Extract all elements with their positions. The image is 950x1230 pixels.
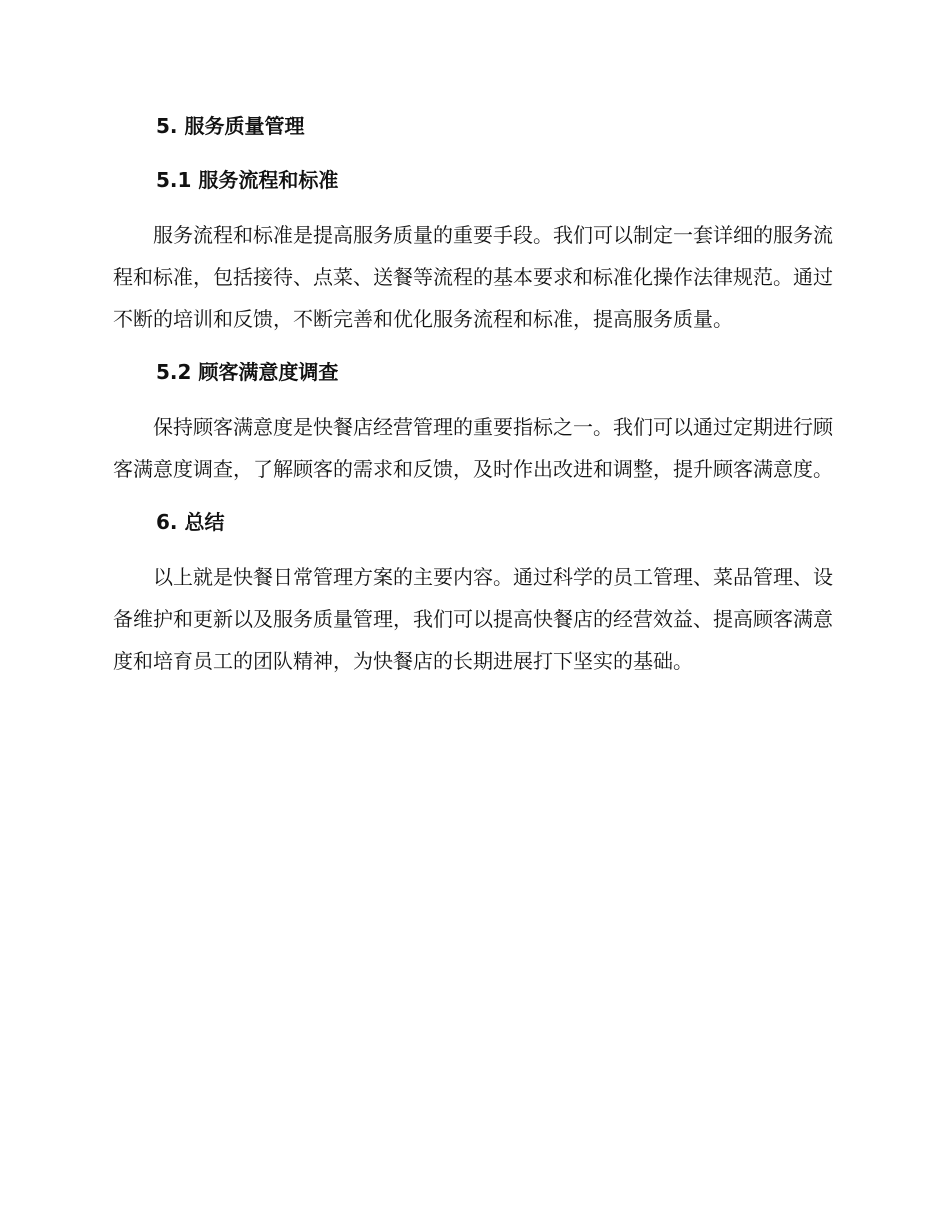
spacer <box>113 340 833 354</box>
section-heading-5: 5. 服务质量管理 <box>156 114 305 138</box>
spacer <box>113 490 833 504</box>
paragraph-customer-survey: 保持顾客满意度是快餐店经营管理的重要指标之一。我们可以通过定期进行顾客满意度调查，了解顾客的需求和反馈，及时作出改进和调整，提升顾客满意度。 <box>113 415 833 481</box>
paragraph-summary: 以上就是快餐日常管理方案的主要内容。通过科学的员工管理、菜品管理、设备维护和更新以及服务质量管理，我们可以提高快餐店的经营效益、提高顾客满意度和培育员工的团队精神，为快餐店的长期进展打下坚实的基础。 <box>113 565 833 673</box>
spacer <box>113 540 833 556</box>
spacer <box>113 144 833 162</box>
section-heading-6: 6. 总结 <box>156 510 225 534</box>
paragraph-service-process: 服务流程和标准是提高服务质量的重要手段。我们可以制定一套详细的服务流程和标准，包括接待、点菜、送餐等流程的基本要求和标准化操作法律规范。通过不断的培训和反馈，不断完善和优化服务流程和标准，提高服务质量。 <box>113 223 833 331</box>
section-heading-5-1: 5.1 服务流程和标准 <box>156 168 339 192</box>
section-heading-5-2: 5.2 顾客满意度调查 <box>156 360 339 384</box>
document-body <box>113 108 833 682</box>
spacer <box>113 198 833 214</box>
spacer <box>113 390 833 406</box>
